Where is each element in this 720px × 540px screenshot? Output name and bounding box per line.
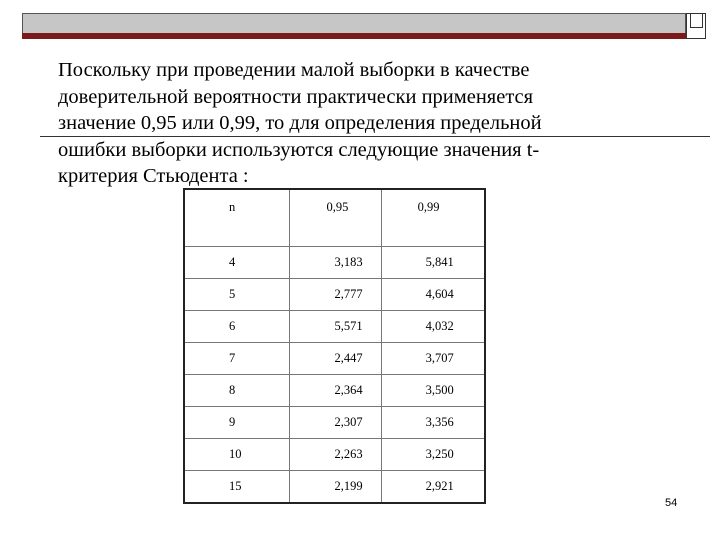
paragraph-line: ошибки выборки используются следующие значения t- <box>58 138 540 161</box>
cell-n: 7 <box>184 343 290 375</box>
table-row <box>184 311 485 343</box>
table-row <box>184 375 485 407</box>
table-header-row <box>184 189 485 247</box>
table-row <box>184 471 485 503</box>
cell-099: 3,500 <box>381 375 485 407</box>
cell-099: 4,032 <box>381 311 485 343</box>
cell-095: 2,199 <box>290 471 381 503</box>
student-t-table <box>183 188 486 504</box>
table-row <box>184 247 485 279</box>
cell-099: 5,841 <box>381 247 485 279</box>
cell-095: 2,263 <box>290 439 381 471</box>
cell-n: 9 <box>184 407 290 439</box>
cell-n: 5 <box>184 279 290 311</box>
table-row <box>184 279 485 311</box>
cell-095: 2,777 <box>290 279 381 311</box>
paragraph-line: доверительной вероятности практически применяется <box>58 85 534 108</box>
cell-n: 6 <box>184 311 290 343</box>
table-row <box>184 343 485 375</box>
paragraph-line: значение 0,95 или 0,99, то для определения предельной <box>58 112 542 134</box>
cell-099: 3,707 <box>381 343 485 375</box>
cell-095: 5,571 <box>290 311 381 343</box>
cell-099: 2,921 <box>381 471 485 503</box>
cell-099: 3,250 <box>381 439 485 471</box>
cell-095: 2,447 <box>290 343 381 375</box>
cell-n: 4 <box>184 247 290 279</box>
cell-099: 4,604 <box>381 279 485 311</box>
paragraph-line: критерия Стьюдента : <box>58 165 249 187</box>
cell-095: 2,364 <box>290 375 381 407</box>
table-row <box>184 439 485 471</box>
cell-n: 15 <box>184 471 290 503</box>
cell-099: 3,356 <box>381 407 485 439</box>
slide-paragraph <box>58 57 658 190</box>
cell-095: 2,307 <box>290 407 381 439</box>
column-header-095: 0,95 <box>290 189 381 247</box>
column-header-n: n <box>184 189 290 247</box>
corner-decoration-inner <box>690 13 703 28</box>
page-number: 54 <box>665 497 678 509</box>
paragraph-line: Поскольку при проведении малой выборки в качестве <box>58 59 530 81</box>
cell-n: 10 <box>184 439 290 471</box>
cell-095: 3,183 <box>290 247 381 279</box>
column-header-099: 0,99 <box>381 189 485 247</box>
slide-header-accent-line <box>22 33 686 39</box>
cell-n: 8 <box>184 375 290 407</box>
table-row <box>184 407 485 439</box>
